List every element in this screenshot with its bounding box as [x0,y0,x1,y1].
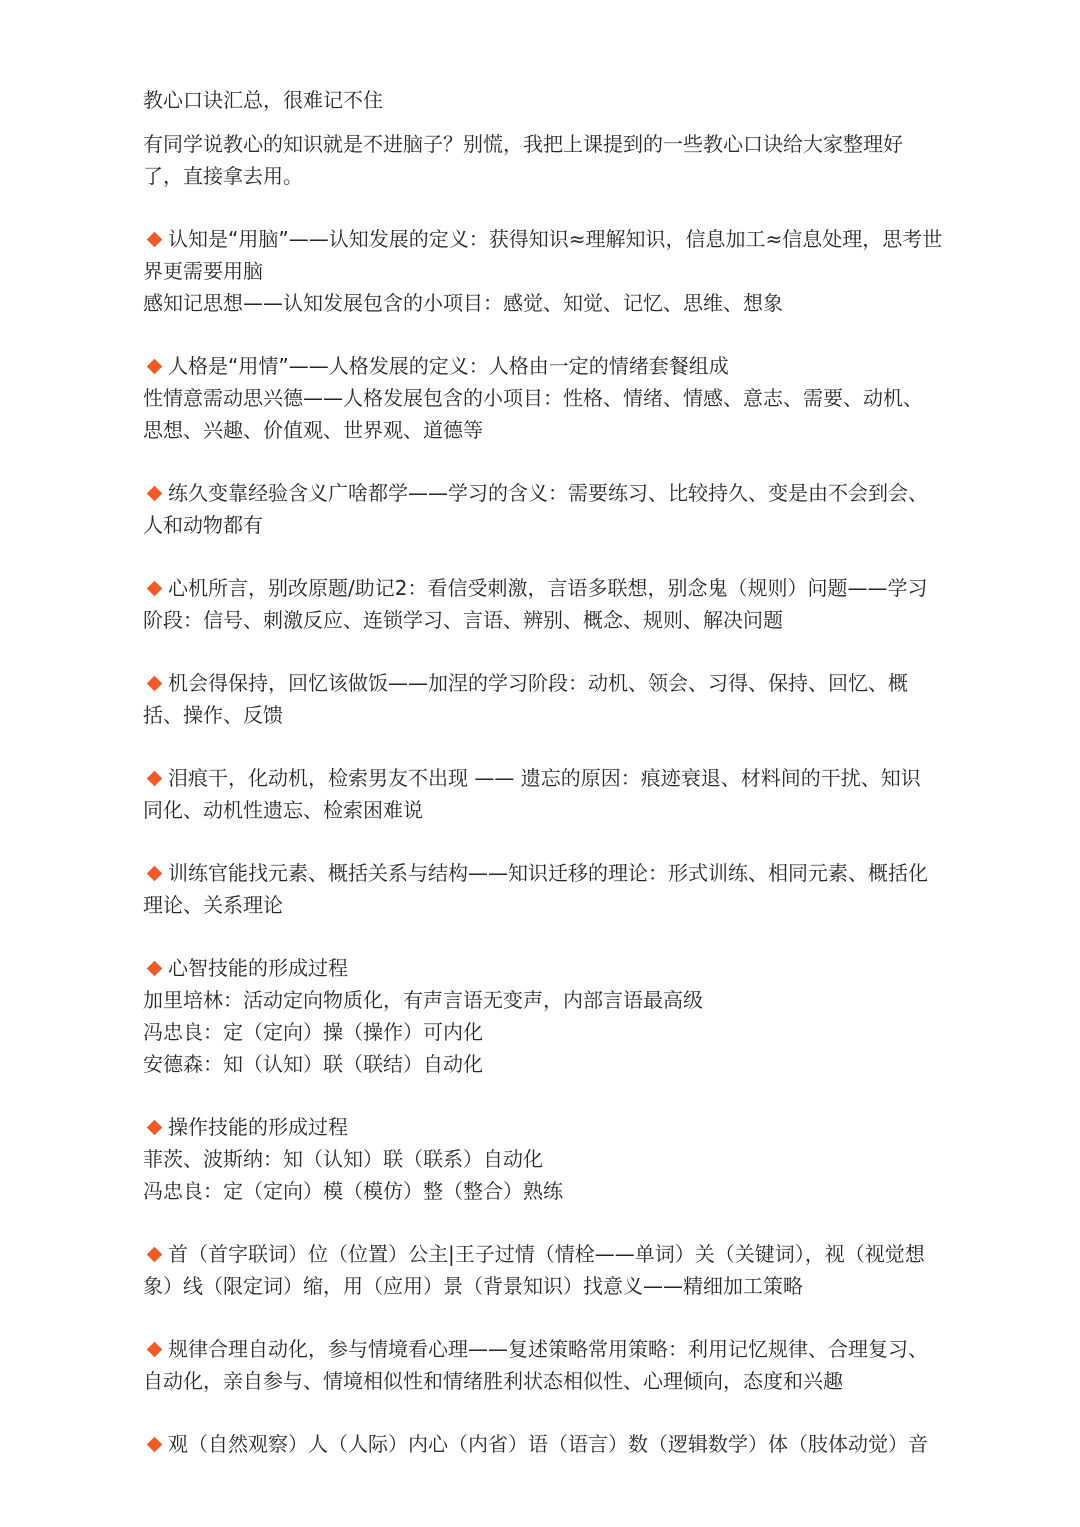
line-text: 象）线（限定词）缩，用（应用）景（背景知识）找意义——精细加工策略 [143,1274,803,1298]
bullet-diamond-icon [147,231,163,247]
bullet-diamond-icon [147,960,163,976]
line-text: 观（自然观察）人（人际）内心（内省）语（语言）数（逻辑数学）体（肢体动觉）音 [168,1432,928,1456]
mnemonic-section [143,1333,950,1397]
line-text: 加里培林：活动定向物质化，有声言语无变声，内部言语最高级 [143,988,703,1012]
bullet-diamond-icon [147,1119,163,1135]
line-text: 冯忠良：定（定向）模（模仿）整（整合）熟练 [143,1179,563,1203]
section-spacer [143,446,950,477]
line-text: 界更需要用脑 [143,259,263,283]
section-body-line [143,509,950,541]
mnemonic-section [143,1428,950,1460]
line-text: 同化、动机性遗忘、检索困难说 [143,798,423,822]
line-text: 性情意需动思兴德——人格发展包含的小项目：性格、情绪、情感、意志、需要、动机、 [143,386,923,410]
bullet-diamond-icon [147,865,163,881]
section-spacer [143,826,950,857]
section-body-line [143,1048,950,1080]
section-heading-line [143,350,950,382]
line-text: 感知记思想——认知发展包含的小项目：感觉、知觉、记忆、思维、想象 [143,291,783,315]
line-text: 自动化，亲自参与、情境相似性和情绪胜利状态相似性、心理倾向，态度和兴趣 [143,1369,843,1393]
line-text: 练久变靠经验含义广啥都学——学习的含义：需要练习、比较持久、变是由不会到会、 [168,481,928,505]
section-body-line [143,889,950,921]
intro-line: 了，直接拿去用。 [143,164,303,188]
line-text: 理论、关系理论 [143,893,283,917]
mnemonic-section [143,477,950,541]
mnemonic-section [143,350,950,446]
section-heading-line [143,952,950,984]
line-text: 思想、兴趣、价值观、世界观、道德等 [143,418,483,442]
line-text: 操作技能的形成过程 [168,1115,348,1139]
section-heading-line [143,762,950,794]
bullet-diamond-icon [147,580,163,596]
line-text: 心智技能的形成过程 [168,956,348,980]
section-body-line [143,1143,950,1175]
bullet-diamond-icon [147,1246,163,1262]
section-heading-line [143,1333,950,1365]
section-heading-line [143,572,950,604]
line-text: 阶段：信号、刺激反应、连锁学习、言语、辨别、概念、规则、解决问题 [143,608,783,632]
section-spacer [143,319,950,350]
section-spacer [143,731,950,762]
bullet-diamond-icon [147,485,163,501]
line-text: 人格是“用情”——人格发展的定义：人格由一定的情绪套餐组成 [168,354,729,378]
line-text: 括、操作、反馈 [143,703,283,727]
section-heading-line [143,667,950,699]
section-heading-line [143,223,950,255]
section-body-line [143,604,950,636]
section-body-line [143,984,950,1016]
section-spacer [143,192,950,223]
section-heading-line [143,857,950,889]
line-text: 冯忠良：定（定向）操（操作）可内化 [143,1020,483,1044]
line-text: 认知是“用脑”——认知发展的定义：获得知识≈理解知识，信息加工≈信息处理，思考世 [168,227,943,251]
mnemonic-section [143,1238,950,1302]
line-text: 首（首字联词）位（位置）公主|王子过情（情栓——单词）关（关键词），视（视觉想 [168,1242,925,1266]
section-body-line [143,699,950,731]
bullet-diamond-icon [147,1341,163,1357]
section-body-line [143,414,950,446]
section-heading-line [143,1111,950,1143]
section-spacer [143,1302,950,1333]
line-text: 泪痕干，化动机，检索男友不出现 —— 遗忘的原因：痕迹衰退、材料间的干扰、知识 [168,766,921,790]
bullet-diamond-icon [147,1436,163,1452]
section-body-line [143,255,950,287]
line-text: 机会得保持，回忆该做饭——加涅的学习阶段：动机、领会、习得、保持、回忆、概 [168,671,908,695]
mnemonic-section [143,667,950,731]
section-spacer [143,921,950,952]
spacer [143,116,950,128]
section-heading-line [143,1238,950,1270]
section-body-line [143,287,950,319]
line-text: 规律合理自动化，参与情境看心理——复述策略常用策略：利用记忆规律、合理复习、 [168,1337,928,1361]
section-body-line [143,1365,950,1397]
section-body-line [143,382,950,414]
document-title: 教心口诀汇总，很难记不住 [143,88,383,112]
section-body-line [143,1016,950,1048]
section-body-line [143,1175,950,1207]
line-text: 菲茨、波斯纳：知（认知）联（联系）自动化 [143,1147,543,1171]
mnemonic-section [143,572,950,636]
mnemonic-section [143,952,950,1080]
line-text: 安德森：知（认知）联（联结）自动化 [143,1052,483,1076]
mnemonic-section [143,223,950,319]
mnemonic-sections [143,192,950,1460]
mnemonic-section [143,1111,950,1207]
section-body-line [143,1270,950,1302]
section-spacer [143,1207,950,1238]
section-spacer [143,541,950,572]
mnemonic-section [143,762,950,826]
intro-line: 有同学说教心的知识就是不进脑子？别慌，我把上课提到的一些教心口诀给大家整理好 [143,132,903,156]
line-text: 人和动物都有 [143,513,263,537]
line-text: 训练官能找元素、概括关系与结构——知识迁移的理论：形式训练、相同元素、概括化 [168,861,928,885]
section-heading-line [143,477,950,509]
bullet-diamond-icon [147,770,163,786]
section-spacer [143,1080,950,1111]
section-spacer [143,1397,950,1428]
section-heading-line [143,1428,950,1460]
bullet-diamond-icon [147,675,163,691]
mnemonic-section [143,857,950,921]
bullet-diamond-icon [147,358,163,374]
line-text: 心机所言，别改原题/助记2：看信受刺激，言语多联想，别念鬼（规则）问题——学习 [168,576,928,600]
section-body-line [143,794,950,826]
section-spacer [143,636,950,667]
